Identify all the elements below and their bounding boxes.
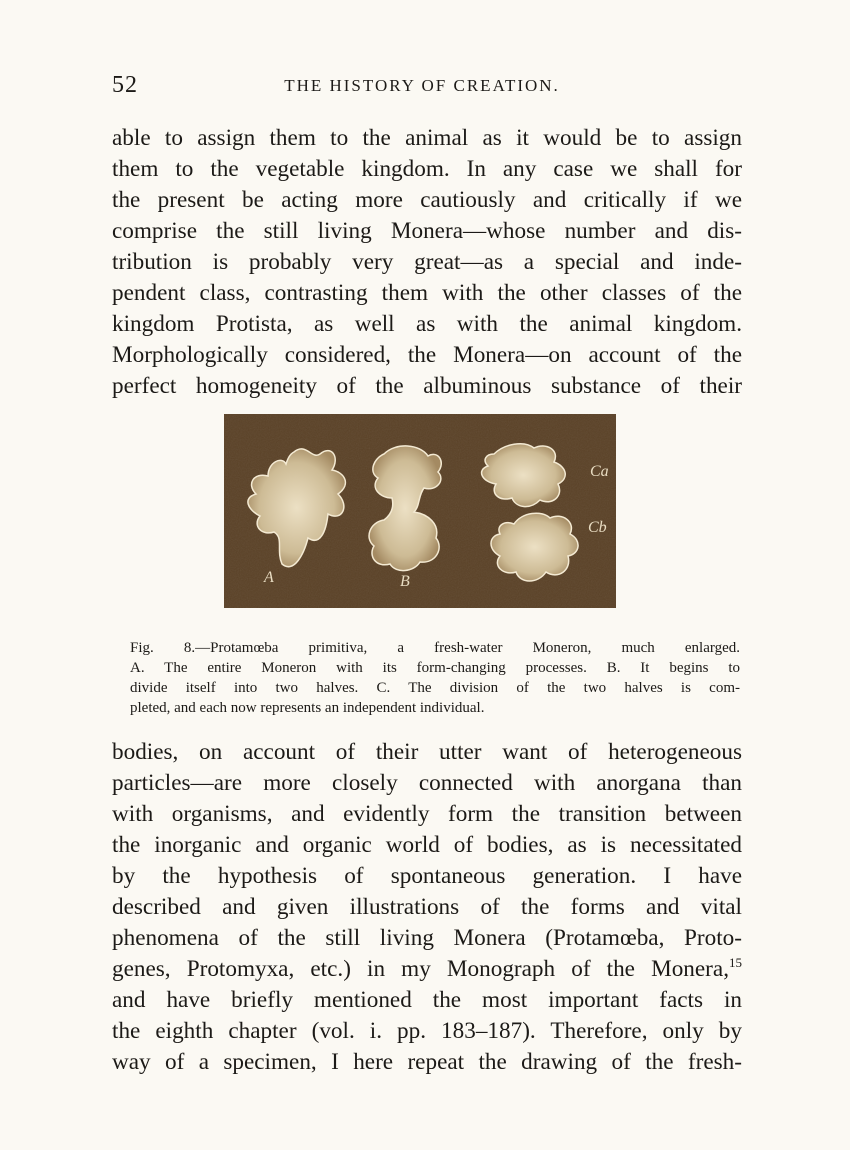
caption-line: divide itself into two halves. C. The division of the two halves is com- bbox=[130, 680, 740, 696]
caption-line: A. The entire Moneron with its form-changing processes. B. It begins to bbox=[130, 660, 740, 676]
text-line: way of a specimen, I here repeat the drawing of the fresh- bbox=[112, 1049, 742, 1075]
text-line: particles—are more closely connected with anorgana than bbox=[112, 770, 742, 796]
text-line: the inorganic and organic world of bodies, as is necessitated bbox=[112, 832, 742, 858]
text-line: described and given illustrations of the forms and vital bbox=[112, 894, 742, 920]
text-line: comprise the still living Monera—whose number and dis- bbox=[112, 218, 742, 244]
text-line: by the hypothesis of spontaneous generation. I have bbox=[112, 863, 742, 889]
text-line: and have briefly mentioned the most important facts in bbox=[112, 987, 742, 1013]
text-line: with organisms, and evidently form the transition between bbox=[112, 801, 742, 827]
text-line: genes, Protomyxa, etc.) in my Monograph of the Monera, bbox=[112, 956, 729, 982]
text-line: tribution is probably very great—as a special and inde- bbox=[112, 249, 742, 275]
figure-label-cb: Cb bbox=[588, 519, 607, 536]
body-paragraph-bottom bbox=[112, 737, 742, 1078]
caption-line: Fig. 8.—Protamœba primitiva, a fresh-water Moneron, much enlarged. bbox=[130, 640, 740, 656]
text-line: perfect homogeneity of the albuminous substance of their bbox=[112, 373, 742, 399]
moneron-cb bbox=[491, 513, 578, 581]
text-line: Morphologically considered, the Monera—on account of the bbox=[112, 342, 742, 368]
text-line: able to assign them to the animal as it would be to assign bbox=[112, 125, 742, 151]
figure-label-ca: Ca bbox=[590, 463, 609, 480]
body-paragraph-top bbox=[112, 123, 742, 402]
text-line: them to the vegetable kingdom. In any case we shall for bbox=[112, 156, 742, 182]
page-header bbox=[112, 72, 752, 104]
text-line: kingdom Protista, as well as with the animal kingdom. bbox=[112, 311, 742, 337]
figure-caption bbox=[130, 638, 740, 718]
text-line: bodies, on account of their utter want of heterogeneous bbox=[112, 739, 742, 765]
caption-line: pleted, and each now represents an independent individual. bbox=[130, 700, 485, 716]
figure-protamoeba bbox=[224, 414, 616, 608]
text-line: the present be acting more cautiously and critically if we bbox=[112, 187, 742, 213]
figure-label-b: B bbox=[400, 573, 410, 590]
page-number: 52 bbox=[112, 72, 138, 98]
footnote-reference[interactable]: 15 bbox=[729, 955, 742, 970]
text-line: pendent class, contrasting them with the other classes of the bbox=[112, 280, 742, 306]
figure-illustration bbox=[224, 414, 616, 608]
text-line: phenomena of the still living Monera (Protamœba, Proto- bbox=[112, 925, 742, 951]
figure-label-a: A bbox=[264, 569, 274, 586]
text-line: the eighth chapter (vol. i. pp. 183–187). Therefore, only by bbox=[112, 1018, 742, 1044]
text-line-with-footnote bbox=[112, 954, 742, 985]
running-head: THE HISTORY OF CREATION. bbox=[284, 76, 560, 95]
